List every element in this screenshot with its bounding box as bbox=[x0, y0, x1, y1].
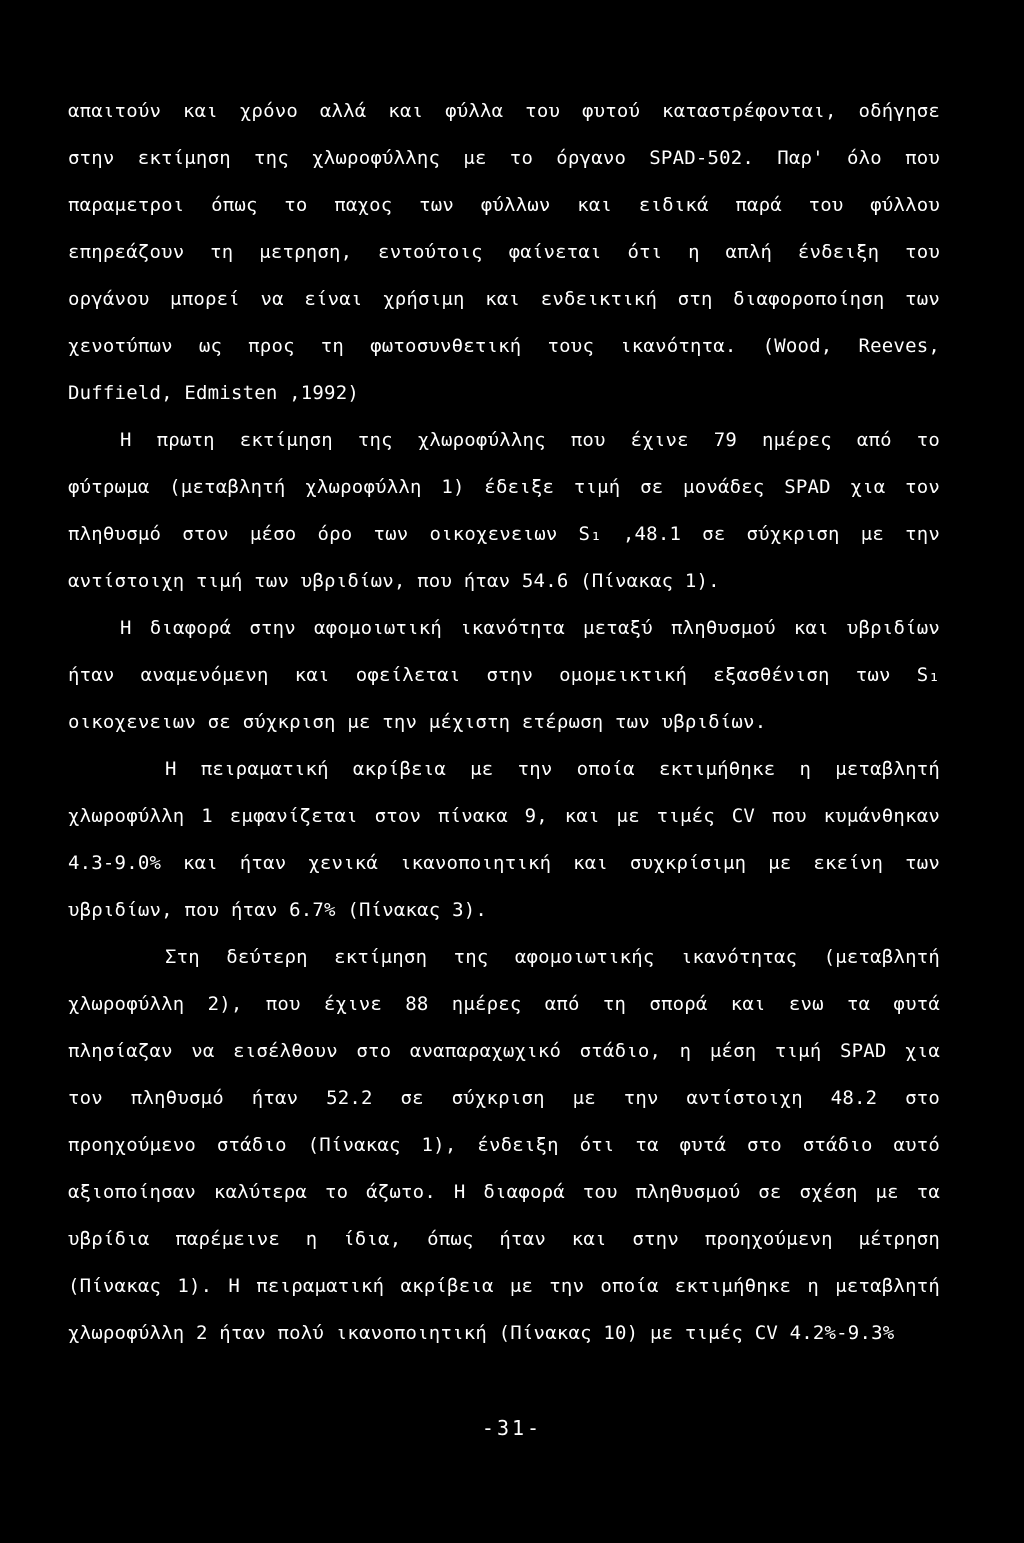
text-line-19: Στη δεύτερη εκτίμηση της αφομοιωτικής ικανότητας (μεταβλητή bbox=[165, 946, 940, 968]
text-line-16: χλωροφύλλη 1 εμφανίζεται στον πίνακα 9, και με τιμές CV που κυμάνθηκαν bbox=[68, 805, 940, 827]
text-line-20: χλωροφύλλη 2), που έχινε 88 ημέρες από τη σπορά και ενω τα φυτά bbox=[68, 993, 940, 1015]
text-line-22: τον πληθυσμό ήταν 52.2 σε σύχκριση με την αντίστοιχη 48.2 στο bbox=[68, 1087, 940, 1109]
text-line-13: ήταν αναμενόμενη και οφείλεται στην ομομεικτική εξασθένιση των S₁ bbox=[68, 664, 940, 686]
text-line-3: παραμετροι όπως το παχος των φύλλων και ειδικά παρά του φύλλου bbox=[68, 194, 940, 216]
text-line-15: Η πειραματική ακρίβεια με την οποία εκτιμήθηκε η μεταβλητή bbox=[165, 758, 940, 780]
text-line-4: επηρεάζουν τη μετρηση, εντούτοις φαίνεται ότι η απλή ένδειξη του bbox=[68, 241, 940, 263]
text-line-6: χενοτύπων ως προς τη φωτοσυνθετική τους ικανότητα. (Wood, Reeves, bbox=[68, 335, 940, 357]
text-line-9: φύτρωμα (μεταβλητή χλωροφύλλη 1) έδειξε τιμή σε μονάδες SPAD χια τον bbox=[68, 476, 940, 498]
text-line-27: χλωροφύλλη 2 ήταν πολύ ικανοποιητική (Πίνακας 10) με τιμές CV 4.2%-9.3% bbox=[68, 1322, 895, 1344]
text-line-11: αντίστοιχη τιμή των υβριδίων, που ήταν 54.6 (Πίνακας 1). bbox=[68, 570, 720, 592]
text-line-1: απαιτούν και χρόνο αλλά και φύλλα του φυτού καταστρέφονται, οδήγησε bbox=[68, 100, 940, 122]
text-line-8: Η πρωτη εκτίμηση της χλωροφύλλης που έχινε 79 ημέρες από το bbox=[120, 429, 940, 451]
text-line-14: οικοχενειων σε σύχκριση με την μέχιστη ετέρωση των υβριδίων. bbox=[68, 711, 767, 733]
text-line-5: οργάνου μπορεί να είναι χρήσιμη και ενδεικτική στη διαφοροποίηση των bbox=[68, 288, 940, 310]
page-number: -31- bbox=[481, 1416, 543, 1440]
text-line-26: (Πίνακας 1). Η πειραματική ακρίβεια με την οποία εκτιμήθηκε η μεταβλητή bbox=[68, 1275, 940, 1297]
text-line-25: υβρίδια παρέμεινε η ίδια, όπως ήταν και στην προηχούμενη μέτρηση bbox=[68, 1228, 940, 1250]
text-line-24: αξιοποίησαν καλύτερα το άζωτο. Η διαφορά του πληθυσμού σε σχέση με τα bbox=[68, 1181, 940, 1203]
text-line-7: Duffield, Edmisten ,1992) bbox=[68, 382, 359, 404]
text-line-18: υβριδίων, που ήταν 6.7% (Πίνακας 3). bbox=[68, 899, 488, 921]
text-line-21: πλησίαζαν να εισέλθουν στο αναπαραχωχικό στάδιο, η μέση τιμή SPAD χια bbox=[68, 1040, 940, 1062]
text-line-12: Η διαφορά στην αφομοιωτική ικανότητα μεταξύ πληθυσμού και υβριδίων bbox=[120, 617, 940, 639]
text-line-17: 4.3-9.0% και ήταν χενικά ικανοποιητική και συχκρίσιμη με εκείνη των bbox=[68, 852, 940, 874]
text-line-10: πληθυσμό στον μέσο όρο των οικοχενειων S₁ ,48.1 σε σύχκριση με την bbox=[68, 523, 940, 545]
text-line-2: στην εκτίμηση της χλωροφύλλης με το όργανο SPAD-502. Παρ' όλο που bbox=[68, 147, 940, 169]
text-line-23: προηχούμενο στάδιο (Πίνακας 1), ένδειξη ότι τα φυτά στο στάδιο αυτό bbox=[68, 1134, 940, 1156]
